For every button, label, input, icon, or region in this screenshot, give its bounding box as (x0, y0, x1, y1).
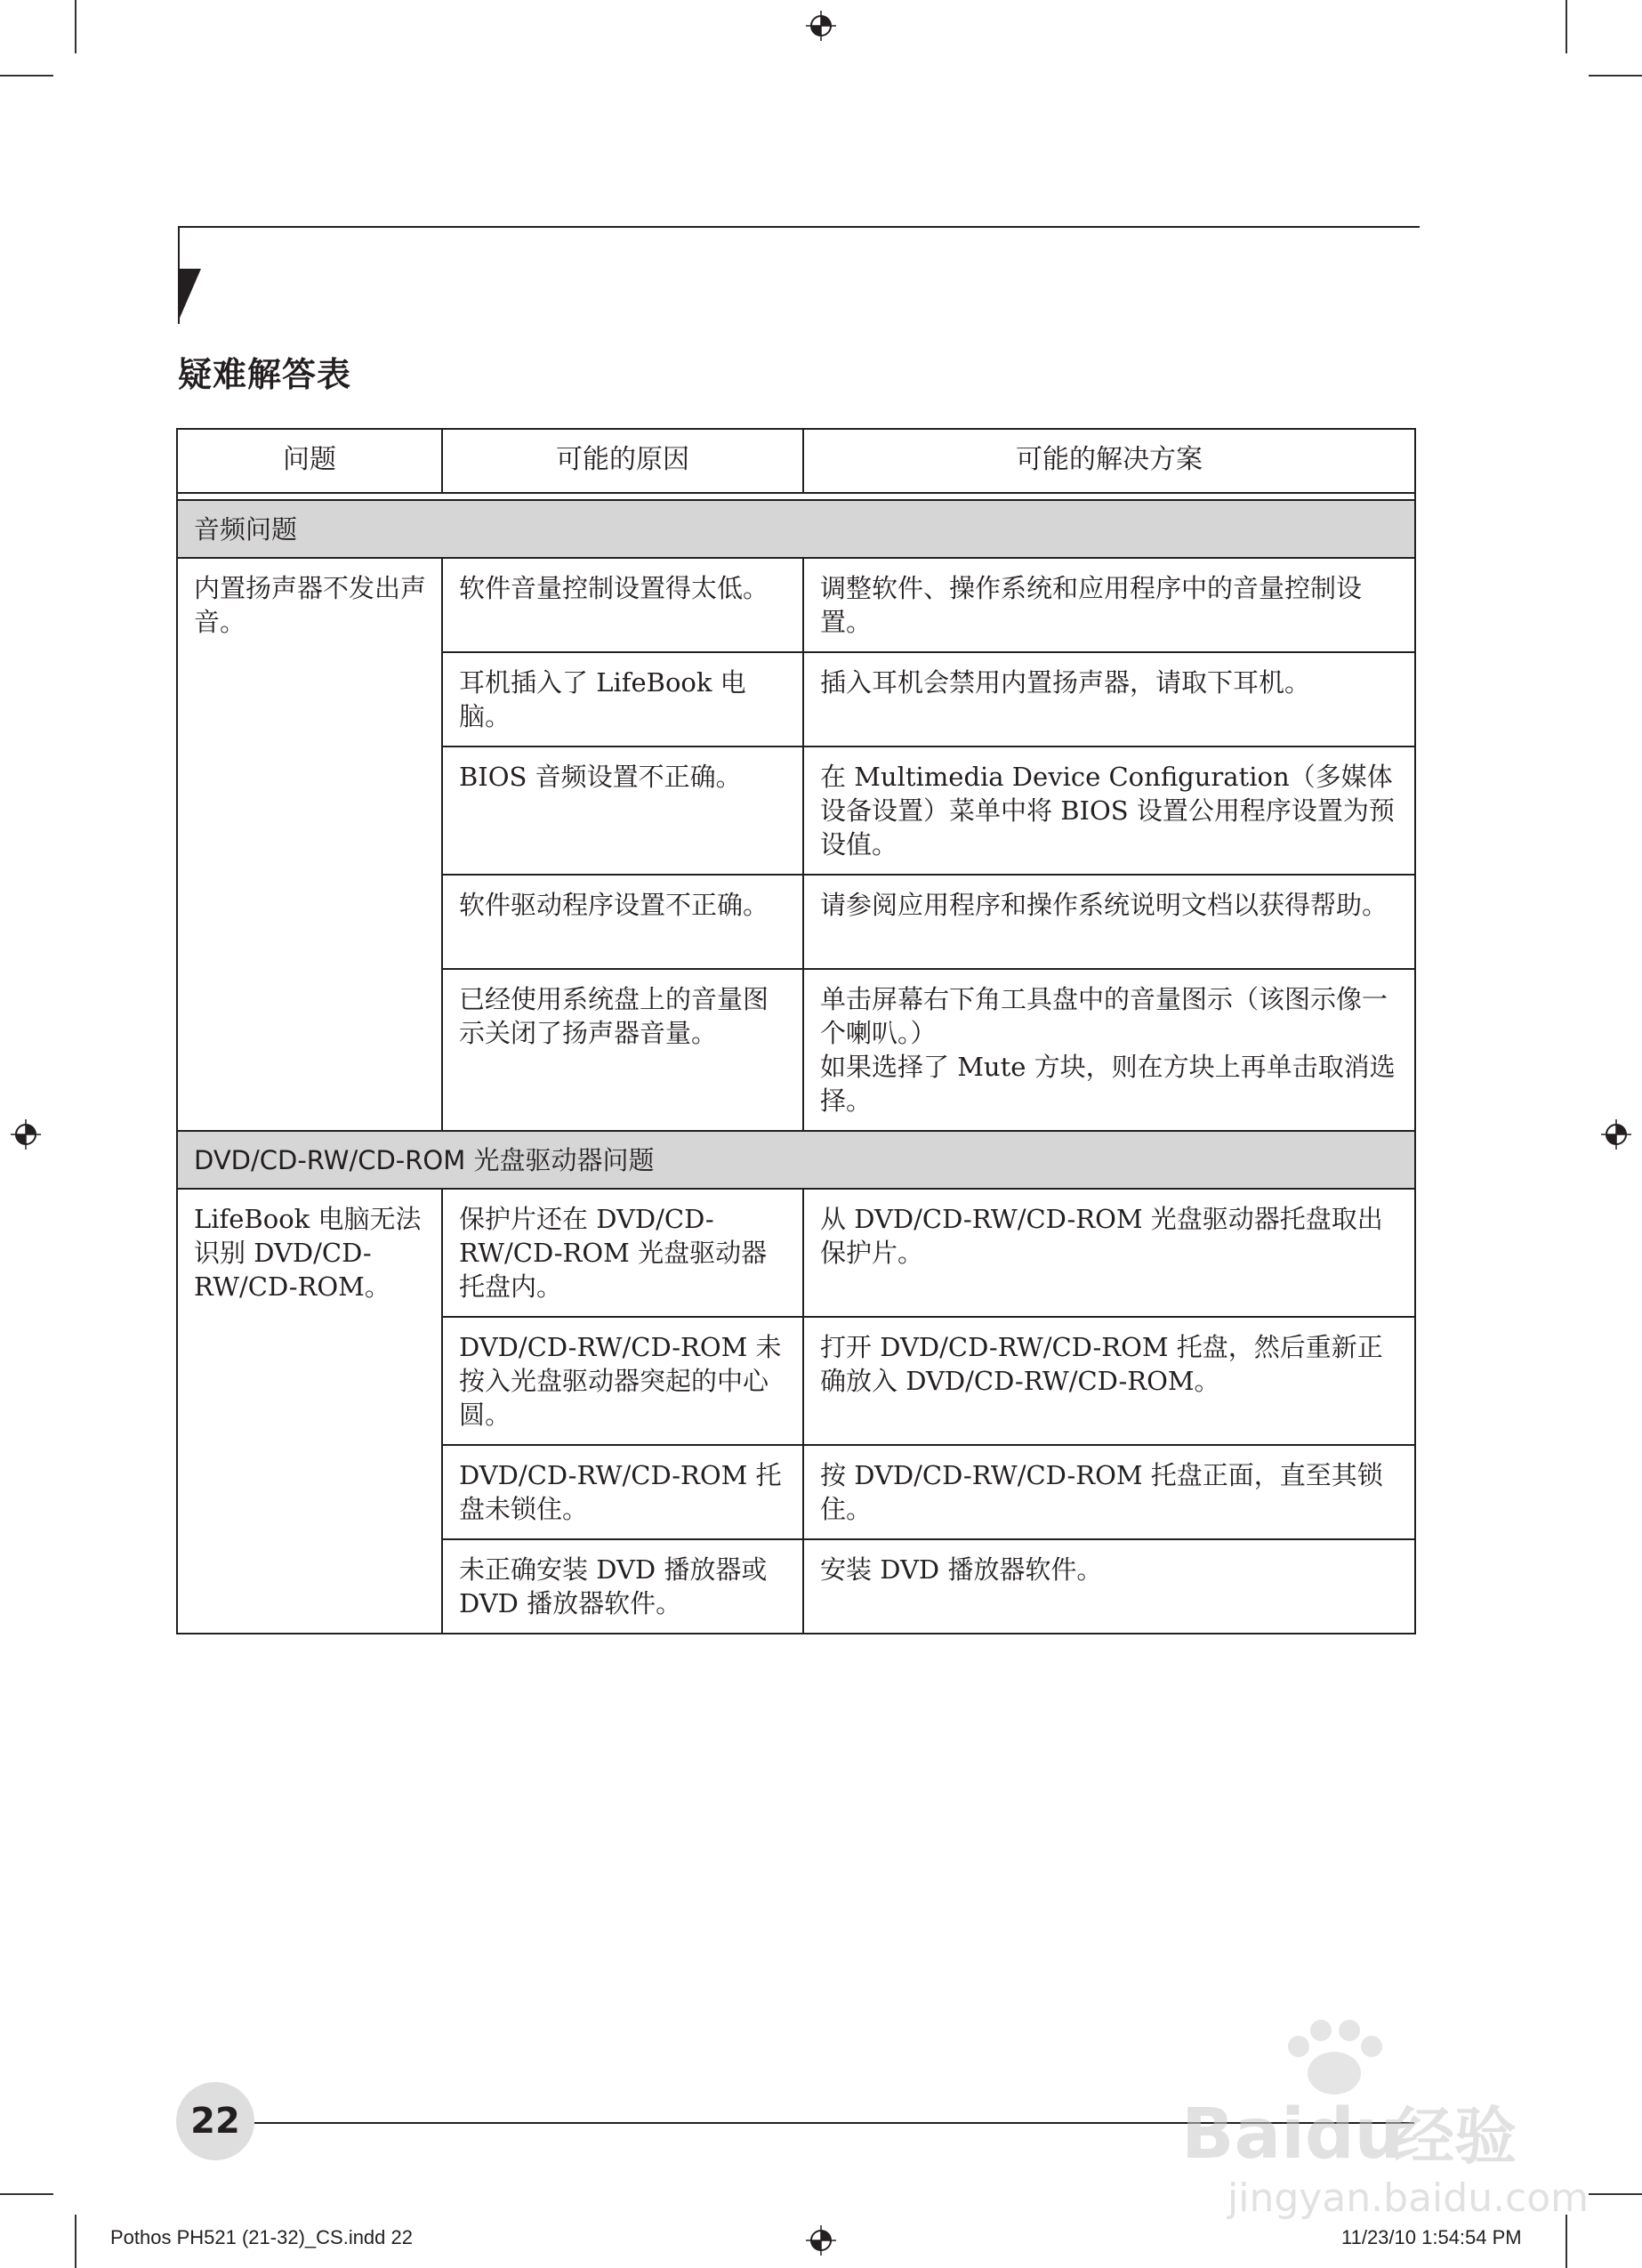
cause-cell: 保护片还在 DVD/CD-RW/CD-ROM 光盘驱动器托盘内。 (442, 1189, 803, 1317)
crop-mark (1589, 75, 1642, 77)
solution-cell: 请参阅应用程序和操作系统说明文档以获得帮助。 (803, 875, 1415, 969)
crop-mark (1566, 2215, 1567, 2268)
section-heading-row (177, 1131, 1415, 1189)
cause-cell: BIOS 音频设置不正确。 (442, 747, 803, 875)
cause-cell: 软件驱动程序设置不正确。 (442, 875, 803, 969)
column-header-cause: 可能的原因 (442, 429, 803, 493)
solution-cell: 打开 DVD/CD-RW/CD-ROM 托盘，然后重新正确放入 DVD/CD-RW/CD-ROM。 (803, 1317, 1415, 1445)
slug-filename: Pothos PH521 (21-32)_CS.indd 22 (110, 2226, 413, 2248)
solution-cell: 按 DVD/CD-RW/CD-ROM 托盘正面，直至其锁住。 (803, 1445, 1415, 1539)
paw-icon (1288, 2020, 1382, 2094)
column-header-problem: 问题 (177, 429, 442, 493)
crop-mark (1589, 2193, 1642, 2195)
page-number: 22 (176, 2082, 254, 2160)
registration-mark-icon (11, 1119, 41, 1150)
cause-cell: DVD/CD-RW/CD-ROM 托盘未锁住。 (442, 1445, 803, 1539)
crop-mark (75, 2215, 76, 2268)
section-rule (178, 226, 1420, 228)
watermark-brand-suffix: du (1304, 2094, 1405, 2175)
crop-mark (0, 75, 53, 77)
column-header-solution: 可能的解决方案 (803, 429, 1415, 493)
crop-mark (1566, 0, 1567, 53)
cause-cell: 已经使用系统盘上的音量图示关闭了扬声器音量。 (442, 969, 803, 1131)
solution-cell: 从 DVD/CD-RW/CD-ROM 光盘驱动器托盘取出保护片。 (803, 1189, 1415, 1317)
table-header-row (177, 429, 1415, 493)
solution-cell: 调整软件、操作系统和应用程序中的音量控制设置。 (803, 558, 1415, 652)
solution-cell: 插入耳机会禁用内置扬声器，请取下耳机。 (803, 652, 1415, 747)
table-spacer (177, 493, 1415, 500)
table-row (177, 558, 1415, 652)
registration-mark-icon (1601, 1119, 1631, 1150)
cause-cell: 未正确安装 DVD 播放器或 DVD 播放器软件。 (442, 1539, 803, 1634)
section-wedge (178, 269, 201, 322)
watermark-brand-cn: 经验 (1392, 2100, 1517, 2173)
table-row (177, 1189, 1415, 1317)
problem-cell: LifeBook 电脑无法识别 DVD/CD-RW/CD-ROM。 (177, 1189, 442, 1634)
crop-mark (75, 0, 76, 53)
solution-line: 单击屏幕右下角工具盘中的音量图示（该图示像一个喇叭。） (820, 984, 1388, 1048)
solution-cell: 在 Multimedia Device Configuration（多媒体设备设置）菜单中将 BIOS 设置公用程序设置为预设值。 (803, 747, 1415, 875)
svg-text:Baidu (1181, 2094, 1404, 2175)
registration-mark-icon (806, 11, 836, 41)
cause-cell: 耳机插入了 LifeBook 电脑。 (442, 652, 803, 747)
watermark-brand: Bai (1181, 2094, 1305, 2175)
baidu-watermark-logo (1174, 2011, 1590, 2224)
solution-line: 如果选择了 Mute 方块，则在方块上再单击取消选择。 (820, 1052, 1396, 1116)
registration-mark-icon (806, 2225, 836, 2256)
slug-timestamp: 11/23/10 1:54:54 PM (1341, 2226, 1522, 2248)
section-heading-row (177, 500, 1415, 558)
section-heading-audio: 音频问题 (177, 500, 1415, 558)
page-title: 疑难解答表 (178, 355, 352, 394)
crop-mark (0, 2193, 53, 2195)
cause-cell: DVD/CD-RW/CD-ROM 未按入光盘驱动器突起的中心圆。 (442, 1317, 803, 1445)
troubleshooting-table (176, 428, 1416, 1634)
solution-cell: 安装 DVD 播放器软件。 (803, 1539, 1415, 1634)
problem-cell: 内置扬声器不发出声音。 (177, 558, 442, 1131)
watermark-url: jingyan.baidu.com (1227, 2175, 1590, 2221)
solution-cell (803, 969, 1415, 1131)
cause-cell: 软件音量控制设置得太低。 (442, 558, 803, 652)
section-heading-optical-drive: DVD/CD-RW/CD-ROM 光盘驱动器问题 (177, 1131, 1415, 1189)
